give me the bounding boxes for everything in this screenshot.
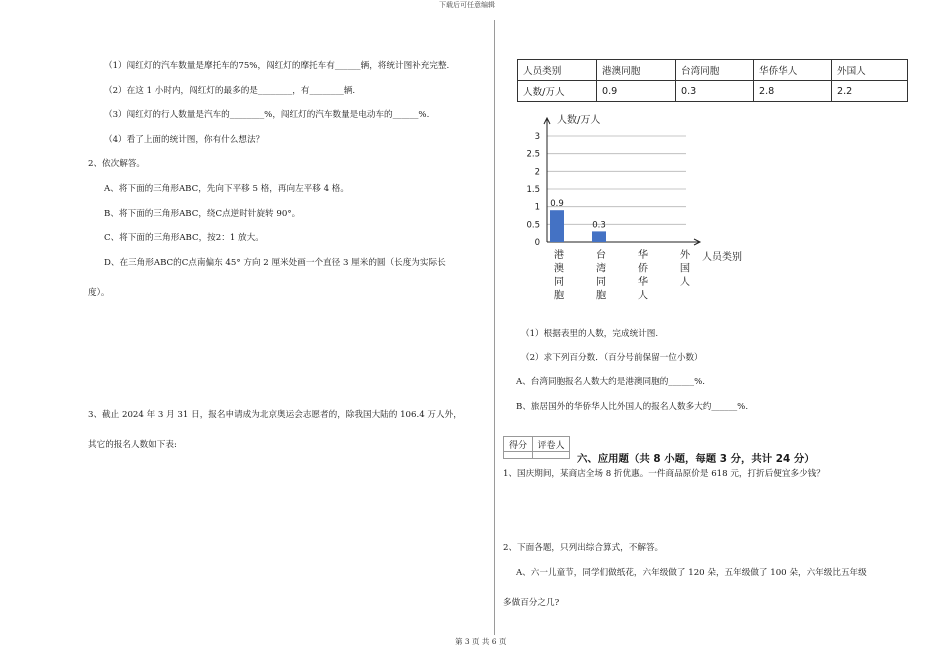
application-question-2a-cont: 多做百分之几?	[503, 598, 560, 608]
bar-chart	[510, 108, 770, 308]
chart-question-2: （2）求下列百分数．（百分号前保留一位小数）	[521, 353, 703, 363]
bar-data-label: 0.9	[550, 199, 564, 210]
column-divider	[494, 20, 495, 635]
y-tick-label: 2.5	[526, 149, 540, 160]
grader-blank	[533, 452, 570, 459]
bar	[550, 210, 564, 242]
score-table-header	[504, 437, 570, 452]
x-category-label: 港澳同胞	[553, 250, 565, 302]
grader-label: 评卷人	[533, 437, 570, 452]
q1-item-1: （1）闯红灯的汽车数量是摩托车的75%，闯红灯的摩托车有______辆，将统计图补充完整.	[104, 61, 450, 71]
application-question-1: 1、国庆期间，某商店全场 8 折优惠。一件商品原价是 618 元，打折后便宜多少钱？	[503, 469, 825, 479]
table-cell: 0.3	[676, 81, 754, 102]
population-table-header-row	[518, 60, 908, 81]
x-category-label: 华侨华人	[637, 250, 649, 302]
section-title: 六、应用题（共 8 小题，每题 3 分，共计 24 分）	[577, 453, 815, 465]
bar-data-label: 0.3	[592, 220, 606, 231]
x-axis-label: 人员类别	[702, 252, 742, 263]
chart-question-1: （1）根据表里的人数，完成统计图.	[521, 329, 659, 339]
table-cell: 2.2	[832, 81, 908, 102]
application-question-2-title: 2、下面各题，只列出综合算式，不解答。	[503, 543, 664, 553]
bar	[592, 231, 606, 242]
q2-item-b: B、将下面的三角形ABC，绕C点逆时针旋转 90°。	[104, 209, 301, 219]
y-axis-label: 人数/万人	[557, 115, 601, 126]
q3-line-2: 其它的报名人数如下表:	[88, 440, 177, 450]
q2-item-d: D、在三角形ABC的C点南偏东 45° 方向 2 厘米处画一个直径 3 厘米的圆（长度为实际长	[104, 258, 446, 268]
application-question-2a: A、六一儿童节，同学们做纸花，六年级做了 120 朵，五年级做了 100 朵，六年级比五年级	[516, 568, 867, 578]
q1-item-3: （3）闯红灯的行人数量是汽车的________%，闯红灯的汽车数量是电动车的______%.	[104, 110, 430, 120]
table-cell: 华侨华人	[754, 60, 832, 81]
population-table	[517, 59, 908, 102]
score-blank	[504, 452, 533, 459]
y-tick-label: 2	[534, 167, 540, 178]
y-tick-label: 0.5	[526, 220, 540, 231]
q1-item-4: （4）看了上面的统计图，你有什么想法？	[104, 135, 265, 145]
q2-item-c: C、将下面的三角形ABC，按2：1 放大。	[104, 233, 264, 243]
chart-question-2b: B、旅居国外的华侨华人比外国人的报名人数多大约______%.	[516, 402, 749, 412]
q1-item-2: （2）在这 1 小时内，闯红灯的最多的是________，有________辆.	[104, 86, 356, 96]
page-number: 第 3 页 共 6 页	[455, 637, 507, 646]
y-tick-label: 1.5	[526, 185, 540, 195]
y-tick-label: 0	[534, 238, 540, 248]
page-header-note: 下载后可任意编辑	[439, 1, 495, 9]
chart-question-2a: A、台湾同胞报名人数大约是港澳同胞的______%.	[516, 377, 705, 387]
x-category-label: 外国人	[679, 250, 691, 288]
x-category-label: 台湾同胞	[595, 250, 607, 302]
score-label: 得分	[504, 437, 533, 452]
q2-item-d-cont: 度）。	[88, 288, 110, 298]
y-tick-label: 3	[534, 132, 540, 142]
y-tick-label: 1	[534, 202, 540, 213]
table-cell: 2.8	[754, 81, 832, 102]
table-cell: 外国人	[832, 60, 908, 81]
table-cell: 0.9	[597, 81, 676, 102]
table-cell: 港澳同胞	[597, 60, 676, 81]
population-table-data-row	[518, 81, 908, 102]
q2-title: 2、依次解答。	[88, 159, 146, 169]
table-cell: 人员类别	[518, 60, 597, 81]
score-table	[503, 436, 570, 459]
table-cell: 台湾同胞	[676, 60, 754, 81]
q3-line-1: 3、截止 2024 年 3 月 31 日，报名申请成为北京奥运会志愿者的，除我国大陆的 106.4 万人外，	[88, 410, 462, 420]
q2-item-a: A、将下面的三角形ABC，先向下平移 5 格，再向左平移 4 格。	[104, 184, 349, 194]
score-table-blank-row	[504, 452, 570, 459]
table-cell: 人数/万人	[518, 81, 597, 102]
